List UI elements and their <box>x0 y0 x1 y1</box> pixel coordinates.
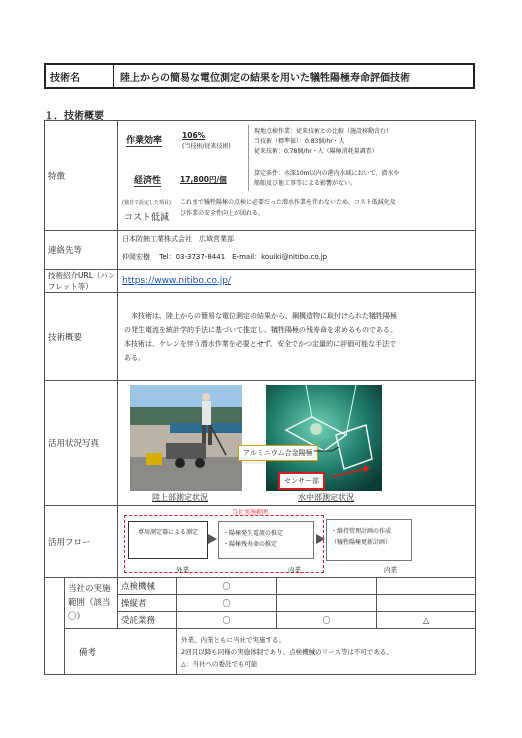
land-caption: 陸上部測定状況 <box>152 493 209 502</box>
efficiency-note-3: 従来技術：0.78個/hr・人（陽極消耗量調査） <box>254 148 378 155</box>
scope-row-1-name: 点検機械 <box>118 578 177 595</box>
scope-row-1-c2 <box>277 578 377 595</box>
efficiency-value: 106% <box>182 131 206 140</box>
features-cell <box>118 121 476 231</box>
summary-line-1: 本技術は、陸上からの簡易な電位測定の結果から、鋼構造物に取付けられた犠牲陽極 <box>124 311 398 320</box>
scope-row-2-c2 <box>277 595 377 612</box>
overview-table <box>44 120 476 675</box>
flow-step-2 <box>218 521 314 559</box>
scope-row-3-name: 受託業務 <box>118 612 177 629</box>
flow-step-2a: ・陽極発生電流の推定 <box>223 530 284 537</box>
remark-1: 外業、内業ともに当社で実施する。 <box>181 635 286 644</box>
cost-sub: (独自で設定した項目) <box>122 200 171 206</box>
cost-note-1: これまで犠牲陽極の点検に必要だった潜水作業を伴わないため、コスト低減化及 <box>180 199 396 206</box>
scope-row-3-c2: 〇 <box>277 612 377 629</box>
remarks-label: 備考 <box>65 629 177 675</box>
scope-row-1 <box>45 578 476 595</box>
contact-cell <box>118 231 476 270</box>
flow-step-2b: ・陽極残寿命の推定 <box>223 541 278 548</box>
flow-step-3 <box>326 519 412 561</box>
scope-row-3-c1: 〇 <box>177 612 277 629</box>
scope-row-1-c1: 〇 <box>177 578 277 595</box>
flow-inside-label-2: 内業 <box>384 566 398 574</box>
flow-cell <box>118 506 476 578</box>
remarks-cell <box>177 629 476 675</box>
flow-row <box>45 506 476 578</box>
scope-row-2-name: 操縦者 <box>118 595 177 612</box>
flow-step-3b: （犠牲陽極更新計画） <box>331 539 392 546</box>
scope-row-2-c1: 〇 <box>177 595 277 612</box>
efficiency-sub: (当技術/従来技術) <box>182 143 231 150</box>
url-row <box>45 270 476 293</box>
remark-2: 2回目以降も同様の実施体制であり、点検機械のリース等は不可である。 <box>181 647 393 656</box>
summary-label: 技術概要 <box>45 293 118 381</box>
flow-inside-label-1: 内業 <box>288 566 302 574</box>
tech-name-box <box>44 63 475 89</box>
scope-label: 当社の実施範囲（該当〇） <box>65 578 118 629</box>
land-measurement-photo <box>130 385 242 491</box>
flow-step-1-text: 専用測定器による測定 <box>138 529 199 536</box>
url-link[interactable]: https://www.nitibo.co.jp/ <box>118 270 476 293</box>
sensor-tag: センサー部 <box>278 472 325 490</box>
efficiency-label: 作業効率 <box>126 133 162 147</box>
economy-value: 17,800円/個 <box>180 175 227 184</box>
efficiency-note-2: 当技術（標準値）：0.83個/hr・人 <box>254 138 345 145</box>
scope-row-3-c3: △ <box>377 612 476 629</box>
photos-row <box>45 381 476 506</box>
features-row <box>45 121 476 231</box>
photos-label: 活用状況写真 <box>45 381 118 506</box>
contact-label: 連絡先等 <box>45 231 118 270</box>
features-label: 特徴 <box>45 121 118 231</box>
scope-row-2-c3 <box>377 595 476 612</box>
water-caption: 水中部測定状況 <box>298 493 355 502</box>
economy-note-1: 算定条件：水深10m以内の港内水域において、潜水や <box>254 170 400 177</box>
summary-line-3: 本技術は、ケレンを伴う潜水作業を必要とせず、安全でかつ定量的に評価可能な手法で <box>124 339 397 348</box>
remarks-row <box>45 629 476 675</box>
section-heading: １．技術概要 <box>44 111 104 122</box>
summary-cell <box>118 293 476 381</box>
flow-arrow-1 <box>208 532 218 546</box>
summary-row <box>45 293 476 381</box>
cost-note-2: び作業の安全性向上が図れる。 <box>180 210 265 217</box>
annotation-arrows <box>314 447 374 487</box>
flow-outside-label: 外業 <box>176 566 190 574</box>
tech-name-value: 陸上からの簡易な電位測定の結果を用いた犠牲陽極寿命評価技術 <box>120 72 410 84</box>
cost-label: コスト低減 <box>124 213 170 223</box>
summary-line-2: の発生電流を統計学的手法に基づいて推定し、犠牲陽極の残寿命を求めるものである。 <box>124 325 398 334</box>
url-label: 技術紹介URL（パンフレット等） <box>45 270 118 293</box>
flow-label: 活用フロー <box>45 506 118 578</box>
efficiency-note-1: 現地点検作業：従来技術との比較（施設移動含む） <box>254 128 393 135</box>
flow-step-3a: ・維持管理計画の作成 <box>331 528 392 535</box>
tech-name-label: 技術名 <box>46 65 114 87</box>
contact-row <box>45 231 476 270</box>
summary-line-4: ある。 <box>124 353 146 362</box>
economy-label: 経済性 <box>134 173 161 187</box>
scope-row-1-c3 <box>377 578 476 595</box>
photos-cell <box>118 381 476 506</box>
remark-3: △：当社への委託でも可能 <box>181 659 258 668</box>
flow-arrow-2 <box>316 532 326 546</box>
flow-step-1 <box>128 521 208 559</box>
scope-title: 当社実施範囲 <box>232 509 269 516</box>
aluminum-anode-tag: アルミニウム合金陽極 <box>238 445 318 461</box>
contact-company: 日本防蝕工業株式会社 広域営業部 <box>122 235 235 243</box>
contact-person: 仲岡宏樹 Tel：03-3737-8441 E-mail：kouiki@nitibo.co.jp <box>122 253 328 261</box>
economy-note-2: 船舶及び他工事等による影響がない。 <box>254 180 357 187</box>
